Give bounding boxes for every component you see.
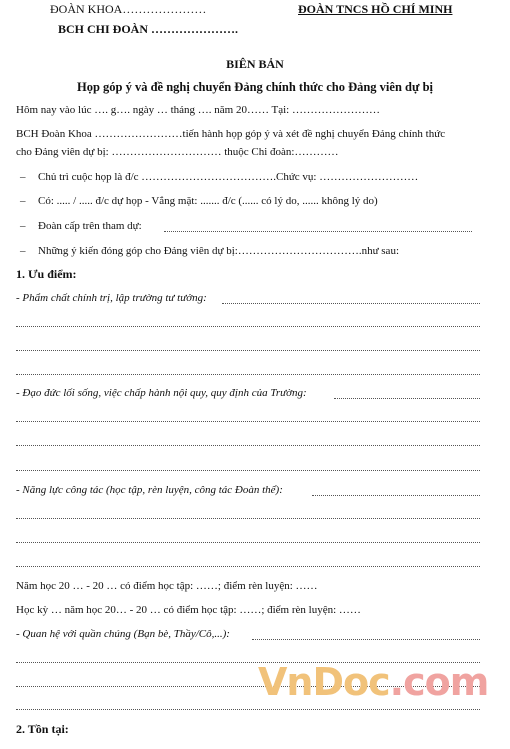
bullet-dash: – [20, 220, 26, 232]
bch-line-1: BCH Đoàn Khoa ……………………tiến hành họp góp ý và xét đề nghị chuyển Đảng chính thức [16, 128, 446, 140]
header-org-left: ĐOÀN KHOA………………… [50, 2, 207, 16]
watermark-part-2: .com [389, 660, 489, 704]
header-org-right: ĐOÀN TNCS HỒ CHÍ MINH [298, 2, 453, 16]
fill-line [312, 495, 480, 496]
section-1-title: 1. Ưu điểm: [16, 267, 77, 281]
bullet-attendance: Có: ..... / ..... đ/c dự họp - Vắng mặt: ....... đ/c (...... có lý do, ...... không lý do) [38, 195, 378, 207]
intro-line: Hôm nay vào lúc …. g…. ngày … tháng …. năm 20…… Tại: …………………… [16, 104, 380, 116]
item-semester: Học kỳ … năm học 20… - 20 … có điểm học tập: ……; điểm rèn luyện: …… [16, 604, 361, 616]
bullet-opinions: Những ý kiến đóng góp cho Đảng viên dự bị:…………………………….như sau: [38, 245, 399, 257]
item-ethics: - Đạo đức lối sống, việc chấp hành nội quy, quy định của Trường: [16, 387, 307, 399]
fill-line [164, 231, 472, 232]
bullet-superior: Đoàn cấp trên tham dự: [38, 220, 142, 232]
doc-subtitle: Họp góp ý và đề nghị chuyển Đảng chính thức cho Đảng viên dự bị [76, 80, 434, 94]
watermark-part-1: VnDoc [258, 660, 390, 704]
bullet-dash: – [20, 171, 26, 183]
blank-line [16, 709, 480, 710]
item-capacity: - Năng lực công tác (học tập, rèn luyện, công tác Đoàn thể): [16, 484, 283, 496]
bullet-dash: – [20, 245, 26, 257]
blank-line [16, 445, 480, 446]
vndoc-watermark-logo [258, 660, 488, 704]
blank-line [16, 350, 480, 351]
blank-line [16, 566, 480, 567]
blank-line [16, 374, 480, 375]
blank-line [16, 470, 480, 471]
blank-line [16, 542, 480, 543]
item-school-year: Năm học 20 … - 20 … có điểm học tập: ……; điểm rèn luyện: …… [16, 580, 318, 592]
item-political: - Phẩm chất chính trị, lập trường tư tưởng: [16, 292, 207, 304]
bch-line-2: cho Đảng viên dự bị: ………………………… thuộc Chi đoàn:………… [16, 146, 339, 158]
fill-line [222, 303, 480, 304]
fill-line [334, 398, 480, 399]
blank-line [16, 326, 480, 327]
blank-line [16, 518, 480, 519]
blank-line [16, 421, 480, 422]
fill-line [252, 639, 480, 640]
header-branch-left: BCH CHI ĐOÀN …………………. [58, 22, 239, 36]
section-2-title: 2. Tồn tại: [16, 722, 69, 736]
bullet-chair: Chủ trì cuộc họp là đ/c ……………………………….Chức vụ: ……………………… [38, 171, 419, 183]
bullet-dash: – [20, 195, 26, 207]
item-relations: - Quan hệ với quần chúng (Bạn bè, Thầy/Cô,...): [16, 628, 230, 640]
doc-title: BIÊN BẢN [226, 57, 284, 71]
